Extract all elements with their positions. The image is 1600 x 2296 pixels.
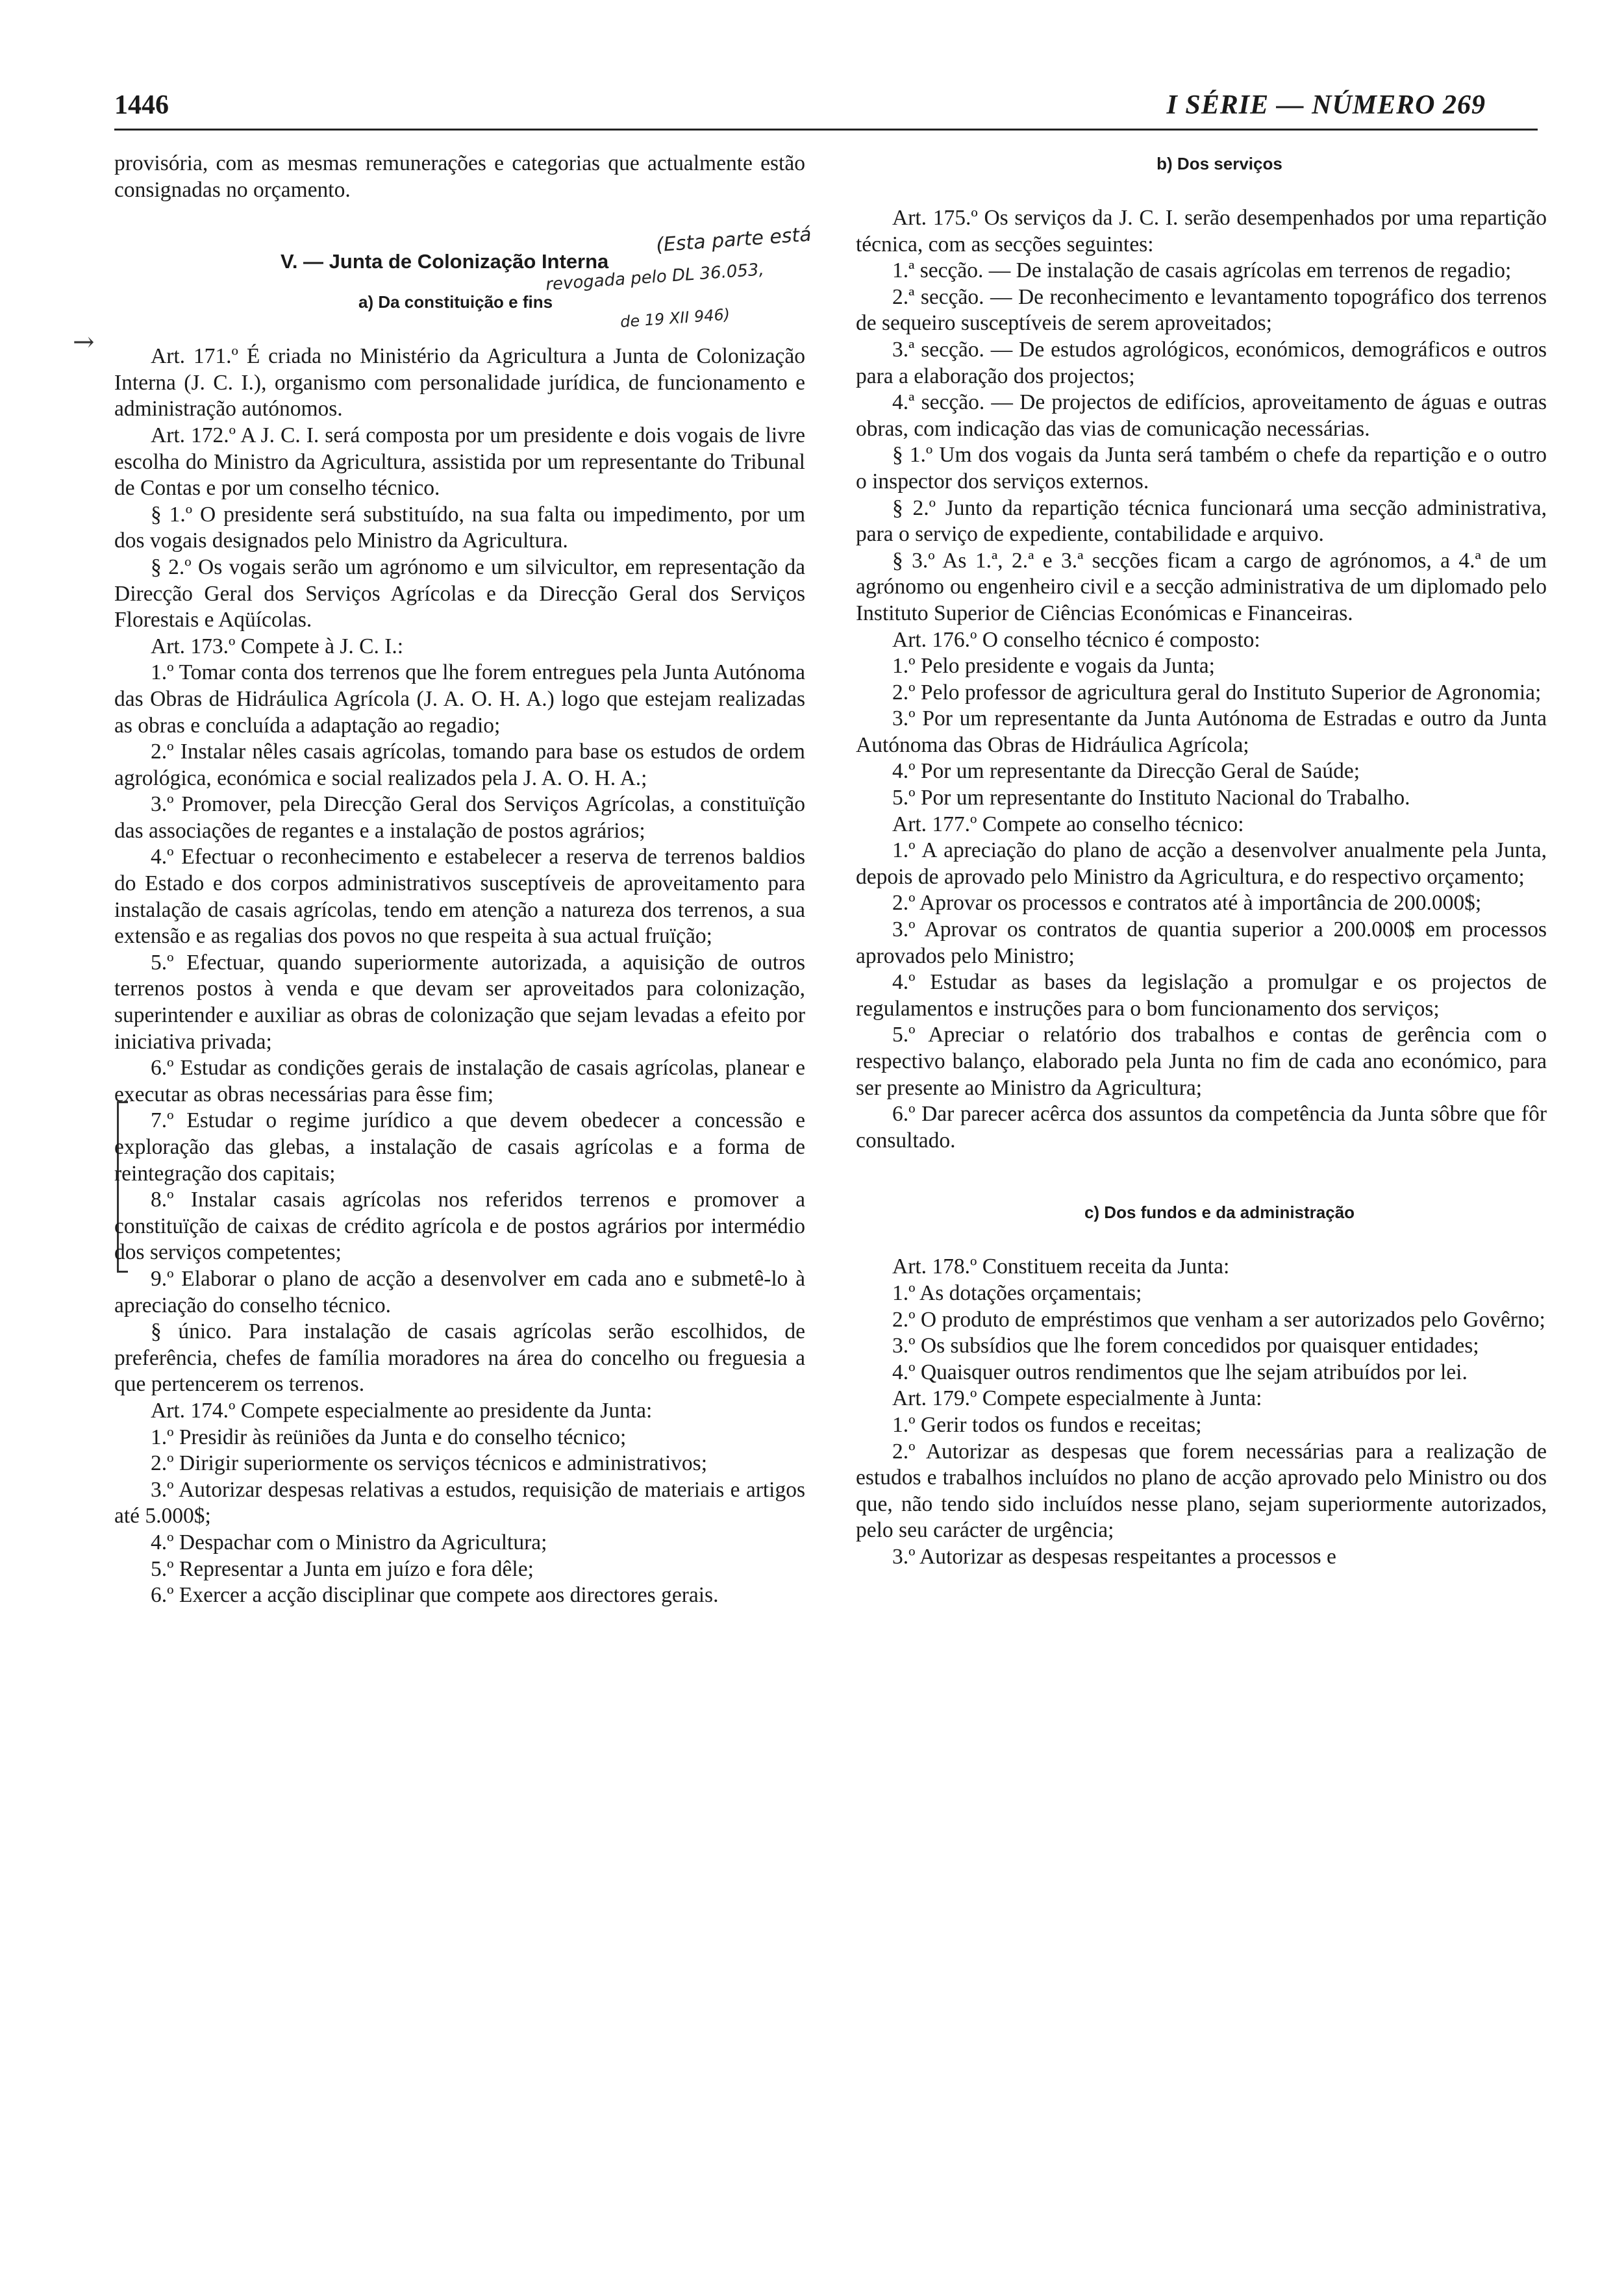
header-rule (114, 129, 1538, 131)
services-paragraph: § 3.º As 1.ª, 2.ª e 3.ª secções ficam a cargo de agrónomos, a 4.ª de um agrónomo ou engenheiro civil e a secção administrativa de um diplomado pelo Instituto Superior de Ciências Económicas e Financeiras. (856, 548, 1547, 625)
services-paragraph: Art. 175.º Os serviços da J. C. I. serão desempenhados por uma repartição técnica, com as secções seguintes: (856, 206, 1547, 256)
services-paragraph: Art. 177.º Compete ao conselho técnico: (892, 812, 1244, 836)
left-paragraph: 3.º Promover, pela Direcção Geral dos Serviços Agrícolas, a constituïção das associações de regantes e a instalação de postos agrários; (114, 792, 805, 843)
funds-paragraph: 1.º Gerir todos os fundos e receitas; (892, 1412, 1202, 1437)
funds-paragraph: 2.º Autorizar as despesas que forem necessárias para a realização de estudos e trabalhos incluídos no plano de acção aprovado pelo Ministro ou dos que, não tendo sido incluídos nesse plano, sejam superiormente autorizados, pelo seu carácter de urgência; (856, 1439, 1547, 1543)
left-paragraph: 5.º Efectuar, quando superiormente autorizada, a aquisição de outros terrenos postos à venda e que devam ser aproveitados para colonização, superintender e auxiliar as obras de colonização que sejam levadas a efeito por iniciativa privada; (114, 950, 805, 1054)
services-paragraph: 4.º Estudar as bases da legislação a promulgar e os projectos de regulamentos e instruções para o bom funcionamento dos serviços; (856, 970, 1547, 1021)
services-paragraph: 1.ª secção. — De instalação de casais agrícolas em terrenos de regadio; (892, 258, 1512, 283)
left-paragraph: Art. 171.º É criada no Ministério da Agricultura a Junta de Colonização Interna (J. C. I.), organismo com personalidade jurídica, de funcionamento e administração autónomos. (114, 344, 805, 421)
left-paragraph: 9.º Elaborar o plano de acção a desenvolver em cada ano e submetê-lo à apreciação do conselho técnico. (114, 1266, 805, 1317)
services-paragraph: 3.ª secção. — De estudos agrológicos, económicos, demográficos e outros para a elaboração dos projectos; (856, 337, 1547, 388)
services-paragraph: 5.º Apreciar o relatório dos trabalhos e contas de gerência com o respectivo balanço, elaborado pela Junta no fim de cada ano económico, para ser presente ao Ministro da Agricultura; (856, 1023, 1547, 1100)
funds-paragraph: 4.º Quaisquer outros rendimentos que lhe sejam atribuídos por lei. (892, 1360, 1468, 1384)
left-paragraph: 5.º Representar a Junta em juízo e fora dêle; (151, 1556, 534, 1581)
right-paragraphs-b (856, 205, 1547, 1154)
services-paragraph: 2.ª secção. — De reconhecimento e levantamento topográfico dos terrenos de sequeiro susceptíveis de serem aproveitados; (856, 284, 1547, 336)
left-paragraph: 2.º Instalar nêles casais agrícolas, tomando para base os estudos de ordem agrológica, económica e social realizados pela J. A. O. H. A.; (114, 740, 805, 790)
funds-paragraph: 2.º O produto de empréstimos que venham a ser autorizados pelo Govêrno; (892, 1307, 1545, 1332)
services-paragraph: 3.º Aprovar os contratos de quantia superior a 200.000$ em processos aprovados pelo Ministro; (856, 917, 1547, 968)
subsection-c-heading: c) Dos fundos e da administração (1084, 1203, 1355, 1223)
left-paragraph: 7.º Estudar o regime jurídico a que devem obedecer a concessão e exploração das glebas, a instalação de casais agrícolas e a forma de reintegração dos capitais; (114, 1108, 805, 1186)
right-paragraphs-c (856, 1254, 1547, 1570)
funds-paragraph: Art. 178.º Constituem receita da Junta: (892, 1254, 1230, 1279)
services-paragraph: § 1.º Um dos vogais da Junta será também o chefe da repartição e o outro o inspector dos serviços externos. (856, 443, 1547, 493)
left-paragraph: 1.º Presidir às reüniões da Junta e do conselho técnico; (151, 1425, 627, 1449)
left-paragraph: § 2.º Os vogais serão um agrónomo e um silvicultor, em representação da Direcção Geral dos Serviços Agrícolas e da Direcção Geral dos Serviços Florestais e Aqüícolas. (114, 555, 805, 632)
left-paragraph: 6.º Exercer a acção disciplinar que compete aos directores gerais. (151, 1583, 719, 1608)
series-number: I SÉRIE — NÚMERO 269 (1166, 90, 1486, 120)
page-header (114, 90, 1486, 129)
services-paragraph: 2.º Aprovar os processos e contratos até à importância de 200.000$; (892, 891, 1482, 916)
handwritten-annotation-3: de 19 XII 946) (619, 305, 731, 331)
left-paragraph: Art. 172.º A J. C. I. será composta por um presidente e dois vogais de livre escolha do Ministro da Agricultura, assistida por um representante do Tribunal de Contas e por um conselho técnico. (114, 423, 805, 501)
left-column (114, 151, 805, 1609)
funds-paragraph: 3.º Os subsídios que lhe forem concedidos por quaisquer entidades; (892, 1334, 1479, 1358)
services-paragraph: Art. 176.º O conselho técnico é composto: (892, 627, 1260, 652)
left-paragraph: § único. Para instalação de casais agrícolas serão escolhidos, de preferência, chefes de família moradores na área do concelho ou freguesia a que pertencerem os terrenos. (114, 1319, 805, 1397)
funds-paragraph: Art. 179.º Compete especialmente à Junta: (892, 1386, 1262, 1411)
funds-paragraph: 1.º As dotações orçamentais; (892, 1280, 1142, 1305)
right-column (856, 151, 1547, 1571)
services-paragraph: 3.º Por um representante da Junta Autónoma de Estradas e outro da Junta Autónoma das Obras de Hidráulica Agrícola; (856, 706, 1547, 757)
services-paragraph: 6.º Dar parecer acêrca dos assuntos da competência da Junta sôbre que fôr consultado. (856, 1102, 1547, 1153)
page-number: 1446 (114, 90, 169, 120)
left-paragraph: 8.º Instalar casais agrícolas nos referidos terrenos e promover a constituïção de caixas de crédito agrícola e de postos agrários por intermédio dos serviços competentes; (114, 1188, 805, 1265)
section-title: V. — Junta de Colonização Interna (281, 250, 609, 273)
left-paragraph: 6.º Estudar as condições gerais de instalação de casais agrícolas, planear e executar as obras necessárias para êsse fim; (114, 1056, 805, 1106)
funds-paragraph: 3.º Autorizar as despesas respeitantes a processos e (892, 1544, 1336, 1569)
left-paragraph: 2.º Dirigir superiormente os serviços técnicos e administrativos; (151, 1451, 707, 1476)
left-paragraph: 4.º Despachar com o Ministro da Agricultura; (151, 1530, 547, 1554)
services-paragraph: 5.º Por um representante do Instituto Nacional do Trabalho. (892, 786, 1410, 810)
margin-arrow-icon: → (73, 327, 95, 357)
handwritten-annotation-1: (Esta parte está (655, 223, 812, 257)
services-paragraph: 4.º Por um representante da Direcção Geral de Saúde; (892, 759, 1360, 784)
left-paragraph: Art. 173.º Compete à J. C. I.: (151, 634, 404, 658)
left-paragraph: 1.º Tomar conta dos terrenos que lhe forem entregues pela Junta Autónoma das Obras de Hidráulica Agrícola (J. A. O. H. A.) logo que estejam realizadas as obras e concluída a adaptação ao regadio; (114, 660, 805, 738)
services-paragraph: 1.º Pelo presidente e vogais da Junta; (892, 654, 1215, 679)
left-paragraph: Art. 174.º Compete especialmente ao presidente da Junta: (151, 1398, 653, 1423)
services-paragraph: 2.º Pelo professor de agricultura geral do Instituto Superior de Agronomia; (892, 680, 1542, 705)
subsection-a-heading: a) Da constituição e fins (358, 292, 553, 312)
services-paragraph: § 2.º Junto da repartição técnica funcionará uma secção administrativa, para o serviço de expediente, contabilidade e arquivo. (856, 495, 1547, 547)
left-paragraphs (114, 343, 805, 1609)
left-paragraph: § 1.º O presidente será substituído, na sua falta ou impedimento, por um dos vogais designados pelo Ministro da Agricultura. (114, 502, 805, 553)
intro-paragraph: provisória, com as mesmas remunerações e categorias que actualmente estão consignadas no orçamento. (114, 151, 805, 202)
services-paragraph: 4.ª secção. — De projectos de edifícios, aproveitamento de águas e outras obras, com indicação das vias de comunicação necessárias. (856, 390, 1547, 441)
handwritten-annotation-2: revogada pelo DL 36.053, (545, 260, 765, 295)
left-paragraph: 3.º Autorizar despesas relativas a estudos, requisição de materiais e artigos até 5.000$; (114, 1477, 805, 1529)
services-paragraph: 1.º A apreciação do plano de acção a desenvolver anualmente pela Junta, depois de aprovado pelo Ministro da Agricultura, e do respectivo orçamento; (856, 838, 1547, 889)
subsection-b-heading: b) Dos serviços (1156, 154, 1282, 173)
left-paragraph: 4.º Efectuar o reconhecimento e estabelecer a reserva de terrenos baldios do Estado e dos corpos administrativos susceptíveis de aproveitamento para instalação de casais agrícolas, tendo em atenção a natureza dos terrenos, a sua extensão e as regalias dos povos no que respeita à sua actual fruïção; (114, 845, 805, 949)
